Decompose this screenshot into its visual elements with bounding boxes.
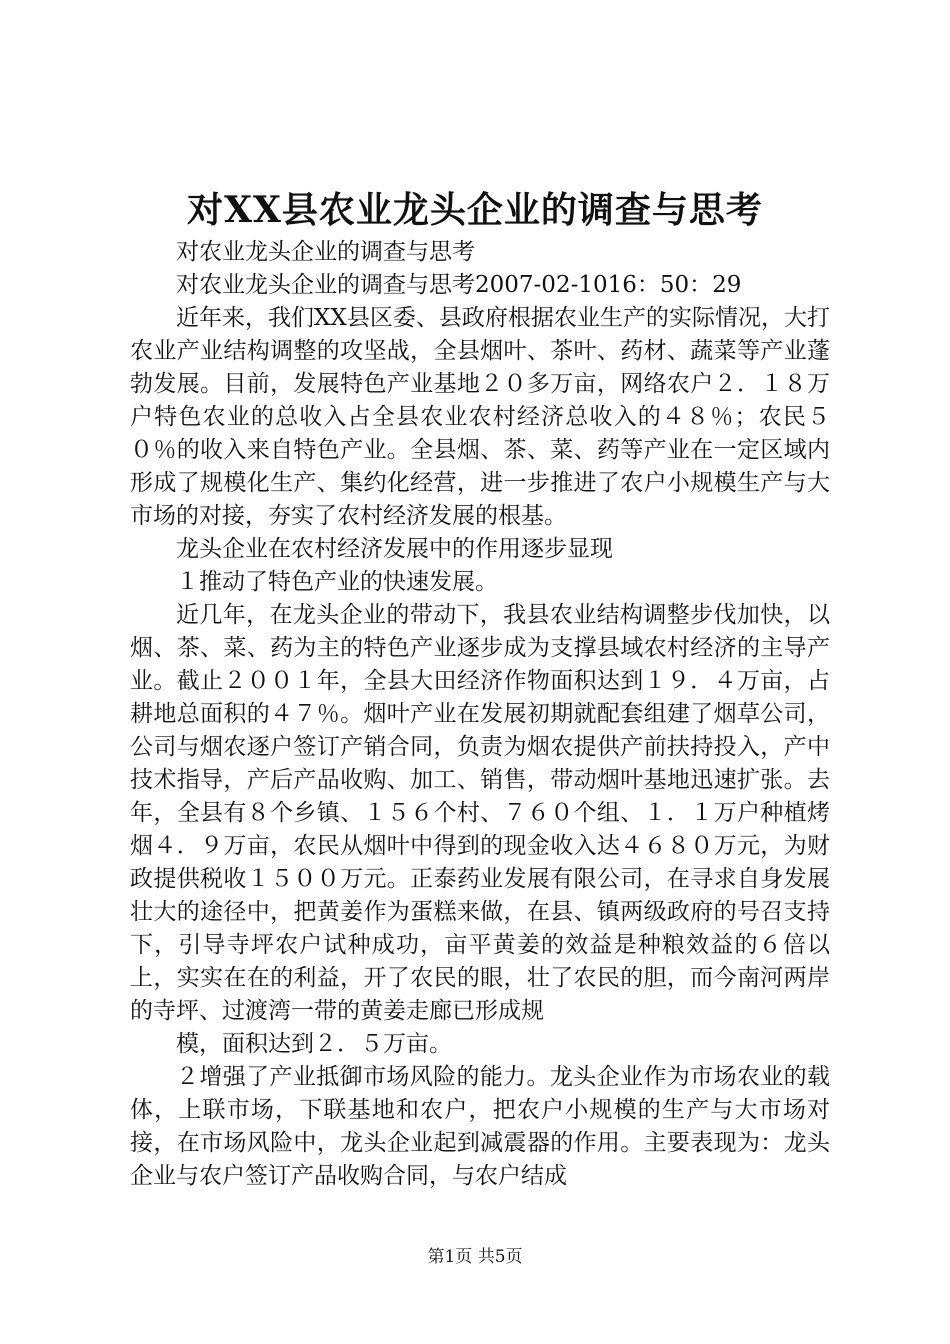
paragraph: 近几年，在龙头企业的带动下，我县农业结构调整步伐加快，以烟、茶、菜、药为主的特色产业逐步成为支撑县域农村经济的主导产业。截止２００１年，全县大田经济作物面积达到１９．４万亩，占耕地总面积的４７％。烟叶产业在发展初期就配套组建了烟草公司，公司与烟农逐户签订产销合同，负责为烟农提供产前扶持投入，产中技术指导，产后产品收购、加工、销售，带动烟叶基地迅速扩张。去年，全县有８个乡镇、１５６个村、７６０个组、１．１万户种植烤烟４．９万亩，农民从烟叶中得到的现金收入达４６８０万元，为财政提供税收１５００万元。正泰药业发展有限公司，在寻求自身发展壮大的途径中，把黄姜作为蛋糕来做，在县、镇两级政府的号召支持下，引导寺坪农户试种成功，亩平黄姜的效益是种粮效益的６倍以上，实实在在的利益，开了农民的眼，壮了农民的胆，而今南河两岸的寺坪、过渡湾一带的黄姜走廊已形成规: [130, 602, 830, 1024]
paragraph: １推动了特色产业的快速发展。: [176, 569, 498, 595]
paragraph: 龙头企业在农村经济发展中的作用逐步显现: [176, 536, 613, 562]
page-footer: 第1页 共5页: [427, 1247, 523, 1267]
paragraph: 对农业龙头企业的调查与思考2007-02-1016：50：29: [176, 272, 742, 298]
paragraph: 对农业龙头企业的调查与思考: [176, 239, 475, 265]
paragraph: 模，面积达到２．５万亩。: [176, 1031, 452, 1057]
document-body: [130, 236, 830, 1193]
paragraph: ２增强了产业抵御市场风险的能力。龙头企业作为市场农业的载体，上联市场，下联基地和农户，把农户小规模的生产与大市场对接，在市场风险中，龙头企业起到减震器的作用。主要表现为：龙头企业与农户签订产品收购合同，与农户结成: [130, 1064, 830, 1189]
paragraph: 近年来，我们XX县区委、县政府根据农业生产的实际情况，大打农业产业结构调整的攻坚战，全县烟叶、茶叶、药材、蔬菜等产业蓬勃发展。目前，发展特色产业基地２０多万亩，网络农户２．１８万户特色农业的总收入占全县农业农村经济总收入的４８％；农民５０％的收入来自特色产业。全县烟、茶、菜、药等产业在一定区域内形成了规模化生产、集约化经营，进一步推进了农户小规模生产与大市场的对接，夯实了农村经济发展的根基。: [130, 305, 830, 529]
document-title: 对XX县农业龙头企业的调查与思考: [187, 189, 763, 231]
